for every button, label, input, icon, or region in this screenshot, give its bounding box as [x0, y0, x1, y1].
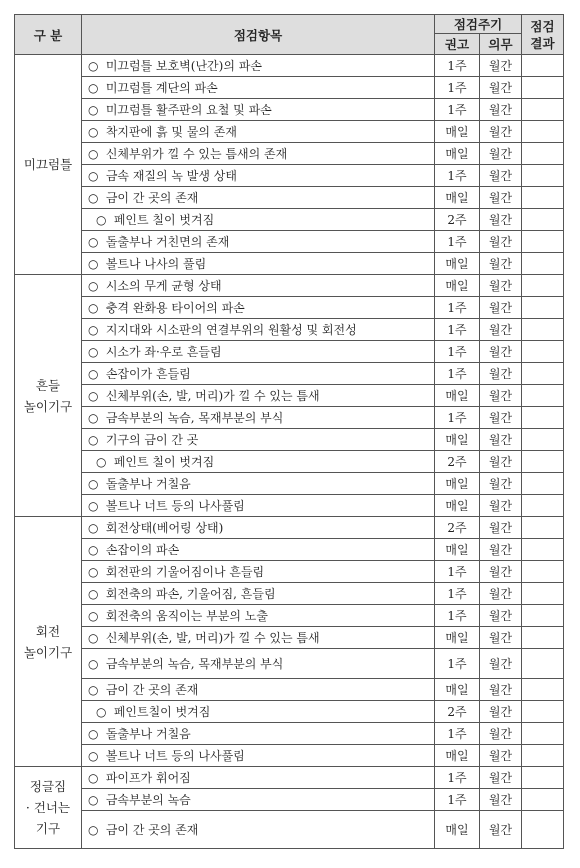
circle-bullet-icon: ○: [88, 389, 99, 403]
circle-bullet-icon: ○: [88, 125, 99, 139]
mandatory-cycle-cell: 월간: [480, 583, 522, 605]
category-cell: [15, 275, 82, 517]
mandatory-cycle-cell: 월간: [480, 319, 522, 341]
result-cell[interactable]: [522, 341, 564, 363]
mandatory-cycle-cell: 월간: [480, 121, 522, 143]
mandatory-cycle-cell: 월간: [480, 745, 522, 767]
item-cell: [82, 385, 435, 407]
mandatory-cycle-cell: 월간: [480, 679, 522, 701]
item-cell: [82, 723, 435, 745]
circle-bullet-icon: ○: [88, 609, 99, 623]
mandatory-cycle-cell: 월간: [480, 789, 522, 811]
table-row: [15, 451, 564, 473]
result-cell[interactable]: [522, 649, 564, 679]
item-cell: [82, 341, 435, 363]
circle-bullet-icon: ○: [88, 771, 99, 785]
item-text: 돌출부나 거칠음: [102, 727, 191, 741]
item-text: 손잡이가 흔들림: [102, 367, 191, 381]
mandatory-cycle-cell: 월간: [480, 539, 522, 561]
circle-bullet-icon: ○: [88, 631, 99, 645]
circle-bullet-icon: ○: [88, 411, 99, 425]
result-cell[interactable]: [522, 517, 564, 539]
item-text: 미끄럼틀 활주판의 요철 및 파손: [102, 103, 272, 117]
table-row: [15, 473, 564, 495]
mandatory-cycle-cell: 월간: [480, 811, 522, 849]
recommend-cycle-cell: 2주: [435, 209, 480, 231]
mandatory-cycle-cell: 월간: [480, 701, 522, 723]
item-cell: [82, 789, 435, 811]
result-cell[interactable]: [522, 253, 564, 275]
result-cell[interactable]: [522, 165, 564, 187]
item-cell: [82, 55, 435, 77]
recommend-cycle-cell: 2주: [435, 451, 480, 473]
result-cell[interactable]: [522, 473, 564, 495]
item-cell: [82, 605, 435, 627]
result-cell[interactable]: [522, 539, 564, 561]
item-text: 시소가 좌·우로 흔들림: [102, 345, 222, 359]
item-text: 미끄럼틀 보호벽(난간)의 파손: [102, 59, 262, 73]
mandatory-cycle-cell: 월간: [480, 627, 522, 649]
table-row: [15, 583, 564, 605]
recommend-cycle-cell: 매일: [435, 253, 480, 275]
mandatory-cycle-cell: 월간: [480, 55, 522, 77]
table-row: [15, 341, 564, 363]
item-cell: [82, 275, 435, 297]
circle-bullet-icon: ○: [88, 59, 99, 73]
mandatory-cycle-cell: 월간: [480, 187, 522, 209]
circle-bullet-icon: ○: [88, 683, 99, 697]
result-cell[interactable]: [522, 605, 564, 627]
circle-bullet-icon: ○: [88, 301, 99, 315]
circle-bullet-icon: ○: [88, 147, 99, 161]
recommend-cycle-cell: 매일: [435, 745, 480, 767]
result-cell[interactable]: [522, 701, 564, 723]
recommend-cycle-cell: 1주: [435, 605, 480, 627]
mandatory-cycle-cell: 월간: [480, 253, 522, 275]
item-cell: [82, 539, 435, 561]
table-row: [15, 297, 564, 319]
recommend-cycle-cell: 1주: [435, 407, 480, 429]
item-cell: [82, 121, 435, 143]
result-cell[interactable]: [522, 723, 564, 745]
item-cell: [82, 143, 435, 165]
table-row: [15, 679, 564, 701]
item-cell: [82, 187, 435, 209]
item-cell: [82, 407, 435, 429]
result-cell[interactable]: [522, 583, 564, 605]
result-cell[interactable]: [522, 811, 564, 849]
item-cell: [82, 701, 435, 723]
result-cell[interactable]: [522, 231, 564, 253]
circle-bullet-icon: ○: [88, 257, 99, 271]
recommend-cycle-cell: 1주: [435, 561, 480, 583]
circle-bullet-icon: ○: [88, 727, 99, 741]
item-cell: [82, 77, 435, 99]
recommend-cycle-cell: 매일: [435, 539, 480, 561]
result-cell[interactable]: [522, 297, 564, 319]
item-cell: [82, 811, 435, 849]
item-text: 볼트나 나사의 풀림: [102, 257, 207, 271]
table-row: [15, 77, 564, 99]
item-cell: [82, 745, 435, 767]
result-cell[interactable]: [522, 407, 564, 429]
mandatory-cycle-cell: 월간: [480, 767, 522, 789]
recommend-cycle-cell: 매일: [435, 495, 480, 517]
table-row: [15, 539, 564, 561]
circle-bullet-icon: ○: [88, 793, 99, 807]
category-label: 정글짐: [29, 779, 67, 794]
table-row: [15, 55, 564, 77]
circle-bullet-icon: ○: [88, 103, 99, 117]
item-cell: [82, 495, 435, 517]
header-mandatory: 의무: [480, 34, 522, 55]
mandatory-cycle-cell: 월간: [480, 231, 522, 253]
item-cell: [82, 429, 435, 451]
result-cell[interactable]: [522, 187, 564, 209]
table-row: [15, 231, 564, 253]
result-cell[interactable]: [522, 679, 564, 701]
result-cell[interactable]: [522, 209, 564, 231]
header-items: 점검항목: [82, 15, 435, 55]
mandatory-cycle-cell: 월간: [480, 341, 522, 363]
mandatory-cycle-cell: 월간: [480, 723, 522, 745]
recommend-cycle-cell: 매일: [435, 811, 480, 849]
category-cell: [15, 767, 82, 849]
result-cell[interactable]: [522, 275, 564, 297]
result-cell[interactable]: [522, 451, 564, 473]
circle-bullet-icon: ○: [96, 455, 107, 469]
circle-bullet-icon: ○: [88, 235, 99, 249]
item-text: 페인트 칠이 벗겨짐: [110, 455, 215, 469]
table-row: [15, 275, 564, 297]
header-recommend: 권고: [435, 34, 480, 55]
recommend-cycle-cell: 2주: [435, 701, 480, 723]
mandatory-cycle-cell: 월간: [480, 495, 522, 517]
item-cell: [82, 679, 435, 701]
mandatory-cycle-cell: 월간: [480, 649, 522, 679]
header-result-line2: 결과: [530, 35, 555, 51]
mandatory-cycle-cell: 월간: [480, 165, 522, 187]
mandatory-cycle-cell: 월간: [480, 275, 522, 297]
table-row: [15, 745, 564, 767]
item-cell: [82, 363, 435, 385]
mandatory-cycle-cell: 월간: [480, 605, 522, 627]
circle-bullet-icon: ○: [88, 191, 99, 205]
inspection-table-wrapper: [14, 14, 564, 849]
item-text: 파이프가 휘어짐: [102, 771, 191, 785]
result-cell[interactable]: [522, 363, 564, 385]
table-row: [15, 407, 564, 429]
item-text: 금이 간 곳의 존재: [102, 191, 199, 205]
recommend-cycle-cell: 매일: [435, 143, 480, 165]
recommend-cycle-cell: 매일: [435, 187, 480, 209]
result-cell[interactable]: [522, 77, 564, 99]
table-row: [15, 517, 564, 539]
header-row-1: [15, 15, 564, 34]
table-row: [15, 385, 564, 407]
header-result-line1: 점검: [530, 18, 555, 34]
item-text: 볼트나 너트 등의 나사풀림: [102, 749, 245, 763]
category-label: · 건너는: [25, 800, 71, 815]
item-cell: [82, 583, 435, 605]
result-cell[interactable]: [522, 429, 564, 451]
category-label: 회전: [35, 623, 61, 639]
category-label: 기구: [35, 821, 61, 836]
recommend-cycle-cell: 1주: [435, 77, 480, 99]
recommend-cycle-cell: 매일: [435, 627, 480, 649]
result-cell[interactable]: [522, 121, 564, 143]
item-text: 금이 간 곳의 존재: [102, 823, 199, 837]
item-cell: [82, 473, 435, 495]
mandatory-cycle-cell: 월간: [480, 209, 522, 231]
item-text: 신체부위(손, 발, 머리)가 낄 수 있는 틈새: [102, 631, 320, 645]
item-text: 돌출부나 거친면의 존재: [102, 235, 230, 249]
recommend-cycle-cell: 매일: [435, 275, 480, 297]
item-text: 지지대와 시소판의 연결부위의 원활성 및 회전성: [102, 323, 357, 337]
mandatory-cycle-cell: 월간: [480, 297, 522, 319]
recommend-cycle-cell: 1주: [435, 583, 480, 605]
item-text: 금이 간 곳의 존재: [102, 683, 199, 697]
header-cycle: 점검주기: [435, 15, 522, 34]
item-cell: [82, 517, 435, 539]
item-text: 페인트칠이 벗겨짐: [110, 705, 211, 719]
category-label: 흔들: [35, 377, 61, 393]
table-row: [15, 561, 564, 583]
item-cell: [82, 297, 435, 319]
item-cell: [82, 319, 435, 341]
table-row: [15, 767, 564, 789]
item-cell: [82, 451, 435, 473]
recommend-cycle-cell: 매일: [435, 121, 480, 143]
table-row: [15, 789, 564, 811]
table-body: [15, 55, 564, 849]
table-row: [15, 99, 564, 121]
item-cell: [82, 231, 435, 253]
item-text: 금속부분의 녹슴: [102, 793, 191, 807]
item-text: 신체부위가 낄 수 있는 틈새의 존재: [102, 147, 288, 161]
result-cell[interactable]: [522, 143, 564, 165]
category-label: 놀이기구: [23, 644, 73, 660]
item-cell: [82, 165, 435, 187]
table-row: [15, 429, 564, 451]
circle-bullet-icon: ○: [88, 433, 99, 447]
recommend-cycle-cell: 1주: [435, 767, 480, 789]
item-text: 금속 재질의 녹 발생 상태: [102, 169, 237, 183]
result-cell[interactable]: [522, 385, 564, 407]
item-text: 회전축의 파손, 기울어짐, 흔들림: [102, 587, 276, 601]
result-cell[interactable]: [522, 745, 564, 767]
table-row: [15, 165, 564, 187]
circle-bullet-icon: ○: [88, 521, 99, 535]
circle-bullet-icon: ○: [96, 705, 107, 719]
item-cell: [82, 99, 435, 121]
circle-bullet-icon: ○: [96, 213, 107, 227]
result-cell[interactable]: [522, 627, 564, 649]
table-row: [15, 811, 564, 849]
circle-bullet-icon: ○: [88, 543, 99, 557]
mandatory-cycle-cell: 월간: [480, 561, 522, 583]
table-row: [15, 121, 564, 143]
mandatory-cycle-cell: 월간: [480, 429, 522, 451]
mandatory-cycle-cell: 월간: [480, 77, 522, 99]
category-label: 놀이기구: [23, 398, 73, 414]
circle-bullet-icon: ○: [88, 345, 99, 359]
item-text: 회전축의 움직이는 부분의 노출: [102, 609, 268, 623]
item-cell: [82, 767, 435, 789]
circle-bullet-icon: ○: [88, 657, 99, 671]
table-row: [15, 627, 564, 649]
circle-bullet-icon: ○: [88, 823, 99, 837]
item-cell: [82, 561, 435, 583]
header-result: [522, 15, 564, 55]
mandatory-cycle-cell: 월간: [480, 99, 522, 121]
recommend-cycle-cell: 1주: [435, 297, 480, 319]
table-row: [15, 649, 564, 679]
item-text: 충격 완화용 타이어의 파손: [102, 301, 245, 315]
item-text: 미끄럼틀 계단의 파손: [102, 81, 218, 95]
category-label: 미끄럼틀: [23, 157, 73, 172]
result-cell[interactable]: [522, 55, 564, 77]
mandatory-cycle-cell: 월간: [480, 143, 522, 165]
item-text: 볼트나 너트 등의 나사풀림: [102, 499, 245, 513]
table-row: [15, 363, 564, 385]
mandatory-cycle-cell: 월간: [480, 363, 522, 385]
table-row: [15, 209, 564, 231]
item-text: 착지판에 흙 및 물의 존재: [102, 125, 237, 139]
circle-bullet-icon: ○: [88, 81, 99, 95]
inspection-table: [14, 14, 564, 849]
header-category: 구 분: [15, 15, 82, 55]
recommend-cycle-cell: 1주: [435, 231, 480, 253]
category-cell: [15, 517, 82, 767]
recommend-cycle-cell: 1주: [435, 341, 480, 363]
item-text: 금속부분의 녹슴, 목재부분의 부식: [102, 411, 284, 425]
recommend-cycle-cell: 2주: [435, 517, 480, 539]
mandatory-cycle-cell: 월간: [480, 517, 522, 539]
table-row: [15, 723, 564, 745]
table-row: [15, 143, 564, 165]
circle-bullet-icon: ○: [88, 169, 99, 183]
circle-bullet-icon: ○: [88, 367, 99, 381]
result-cell[interactable]: [522, 561, 564, 583]
recommend-cycle-cell: 매일: [435, 385, 480, 407]
table-row: [15, 701, 564, 723]
item-text: 돌출부나 거칠음: [102, 477, 191, 491]
result-cell[interactable]: [522, 789, 564, 811]
item-text: 기구의 금이 간 곳: [102, 433, 199, 447]
circle-bullet-icon: ○: [88, 499, 99, 513]
mandatory-cycle-cell: 월간: [480, 407, 522, 429]
mandatory-cycle-cell: 월간: [480, 473, 522, 495]
recommend-cycle-cell: 1주: [435, 789, 480, 811]
recommend-cycle-cell: 1주: [435, 165, 480, 187]
recommend-cycle-cell: 1주: [435, 55, 480, 77]
category-cell: [15, 55, 82, 275]
recommend-cycle-cell: 매일: [435, 679, 480, 701]
mandatory-cycle-cell: 월간: [480, 451, 522, 473]
circle-bullet-icon: ○: [88, 323, 99, 337]
item-text: 회전판의 기울어짐이나 흔들림: [102, 565, 265, 579]
item-cell: [82, 627, 435, 649]
item-text: 금속부분의 녹슴, 목재부분의 부식: [102, 657, 284, 671]
recommend-cycle-cell: 1주: [435, 319, 480, 341]
result-cell[interactable]: [522, 495, 564, 517]
item-text: 신체부위(손, 발, 머리)가 낄 수 있는 틈새: [102, 389, 320, 403]
mandatory-cycle-cell: 월간: [480, 385, 522, 407]
item-text: 페인트 칠이 벗겨짐: [110, 213, 215, 227]
item-text: 시소의 무게 균형 상태: [102, 279, 222, 293]
recommend-cycle-cell: 1주: [435, 649, 480, 679]
item-text: 손잡이의 파손: [102, 543, 180, 557]
result-cell[interactable]: [522, 767, 564, 789]
item-cell: [82, 209, 435, 231]
recommend-cycle-cell: 1주: [435, 99, 480, 121]
result-cell[interactable]: [522, 319, 564, 341]
circle-bullet-icon: ○: [88, 587, 99, 601]
table-row: [15, 319, 564, 341]
result-cell[interactable]: [522, 99, 564, 121]
circle-bullet-icon: ○: [88, 477, 99, 491]
recommend-cycle-cell: 매일: [435, 473, 480, 495]
item-cell: [82, 253, 435, 275]
table-row: [15, 605, 564, 627]
item-text: 회전상태(베어링 상태): [102, 521, 224, 535]
circle-bullet-icon: ○: [88, 749, 99, 763]
circle-bullet-icon: ○: [88, 279, 99, 293]
item-cell: [82, 649, 435, 679]
recommend-cycle-cell: 1주: [435, 723, 480, 745]
recommend-cycle-cell: 1주: [435, 363, 480, 385]
circle-bullet-icon: ○: [88, 565, 99, 579]
recommend-cycle-cell: 매일: [435, 429, 480, 451]
table-row: [15, 253, 564, 275]
table-row: [15, 187, 564, 209]
table-row: [15, 495, 564, 517]
